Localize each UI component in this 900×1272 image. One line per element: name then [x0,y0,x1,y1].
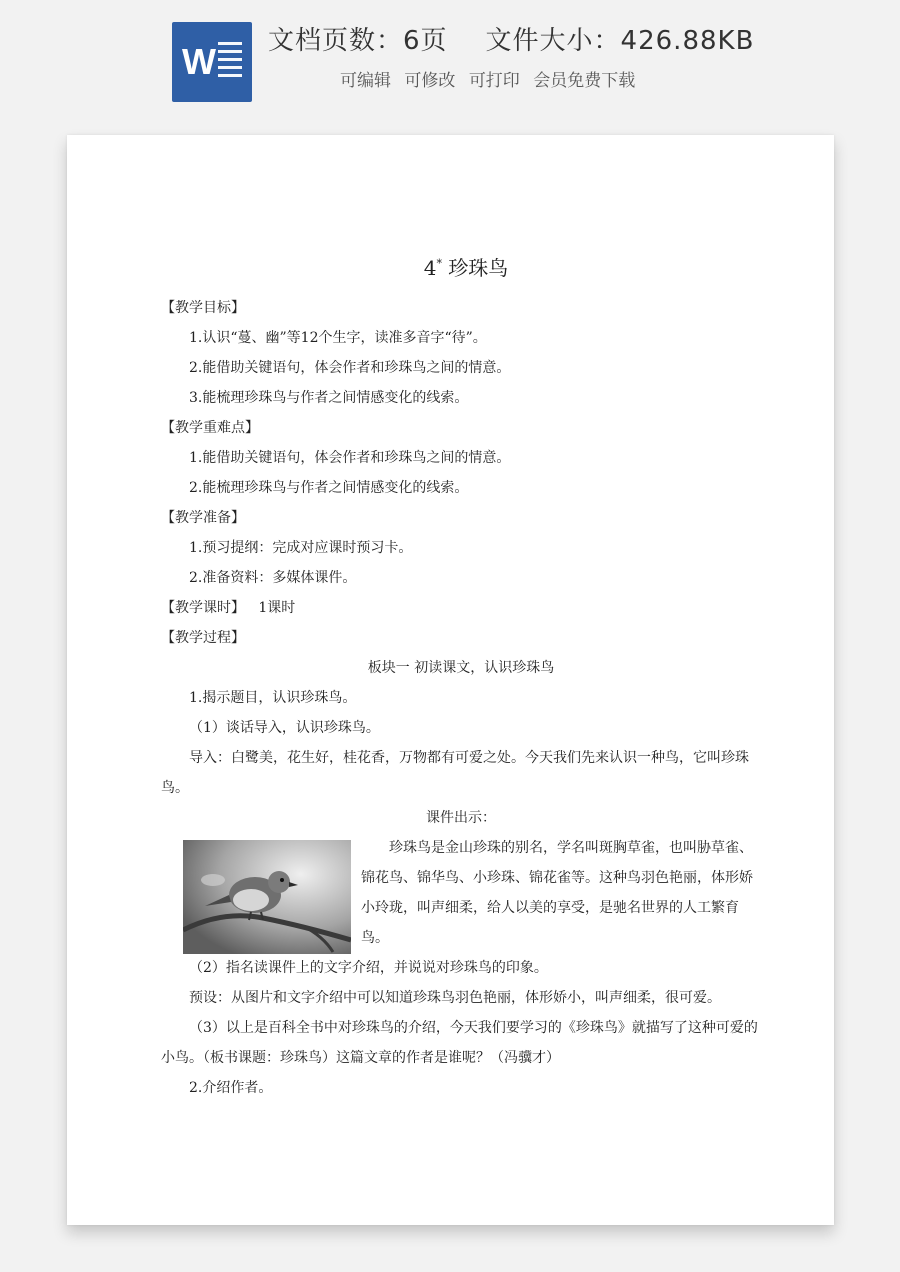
prep-heading: 【教学准备】 [161,510,245,526]
doc-title [161,253,761,283]
document-info-banner [0,0,900,118]
goal-item: 3.能梳理珍珠鸟与作者之间情感变化的线索。 [189,390,469,406]
document-content [161,253,761,1103]
feature-editable: 可编辑 [340,71,391,91]
intro-paragraph: 导入：白鹭美，花生好，桂花香，万物都有可爱之处。今天我们先来认识一种鸟，它叫珍珠鸟。 [161,750,749,796]
goals-heading: 【教学目标】 [161,300,245,316]
banner-features [340,66,643,91]
bird-description: 珍珠鸟是金山珍珠的别名，学名叫斑胸草雀，也叫胁草雀、锦花鸟、锦华鸟、小珍珠、锦花雀等。这种鸟羽色艳丽，体形娇小玲珑，叫声细柔，给人以美的享受，是驰名世界的人工繁育鸟。 [361,840,753,946]
block-title: 板块一 初读课文，认识珍珠鸟 [367,660,555,676]
word-doc-icon [172,22,252,102]
doc-title-text: 珍珠鸟 [448,256,509,280]
hours-line [161,593,761,623]
hours-heading: 【教学课时】 [161,600,245,616]
key-item: 2.能梳理珍珠鸟与作者之间情感变化的线索。 [189,480,469,496]
key-heading: 【教学重难点】 [161,420,259,436]
hours-value: 1课时 [258,600,296,616]
file-size: 文件大小：426.88KB [485,26,755,56]
courseware-label: 课件出示： [426,810,496,826]
page-count: 文档页数：6页 [268,26,448,56]
feature-member-download: 会员免费下载 [533,71,636,91]
step-1: 1.揭示题目，认识珍珠鸟。 [189,690,357,706]
pearl-bird-photo [183,840,351,954]
key-item: 1.能借助关键语句，体会作者和珍珠鸟之间的情意。 [189,450,511,466]
preset-paragraph: 预设：从图片和文字介绍中可以知道珍珠鸟羽色艳丽，体形娇小，叫声细柔，很可爱。 [189,990,721,1006]
bird-illustration [183,840,351,954]
banner-title [268,20,754,57]
feature-printable: 可打印 [468,71,520,91]
step-2: 2.介绍作者。 [189,1080,273,1096]
prep-item: 2.准备资料：多媒体课件。 [189,570,357,586]
prep-item: 1.预习提纲：完成对应课时预习卡。 [189,540,413,556]
step-1-2: （2）指名读课件上的文字介绍，并说说对珍珠鸟的印象。 [189,960,548,976]
word-icon-letter: W [182,41,216,82]
process-heading: 【教学过程】 [161,630,245,646]
bird-figure-block [161,833,761,953]
doc-title-number: 4 [423,256,437,280]
step-1-1: （1）谈话导入，认识珍珠鸟。 [189,720,380,736]
doc-title-star: * [436,257,442,270]
step-1-3: （3）以上是百科全书中对珍珠鸟的介绍，今天我们要学习的《珍珠鸟》就描写了这种可爱的小鸟。（板书课题：珍珠鸟）这篇文章的作者是谁呢？（冯骥才） [161,1020,758,1066]
feature-modifiable: 可修改 [404,71,456,91]
goal-item: 1.认识“蔓、幽”等12个生字，读准多音字“待”。 [189,330,487,346]
word-icon-lines [218,42,242,84]
document-page [67,135,834,1225]
goal-item: 2.能借助关键语句，体会作者和珍珠鸟之间的情意。 [189,360,511,376]
